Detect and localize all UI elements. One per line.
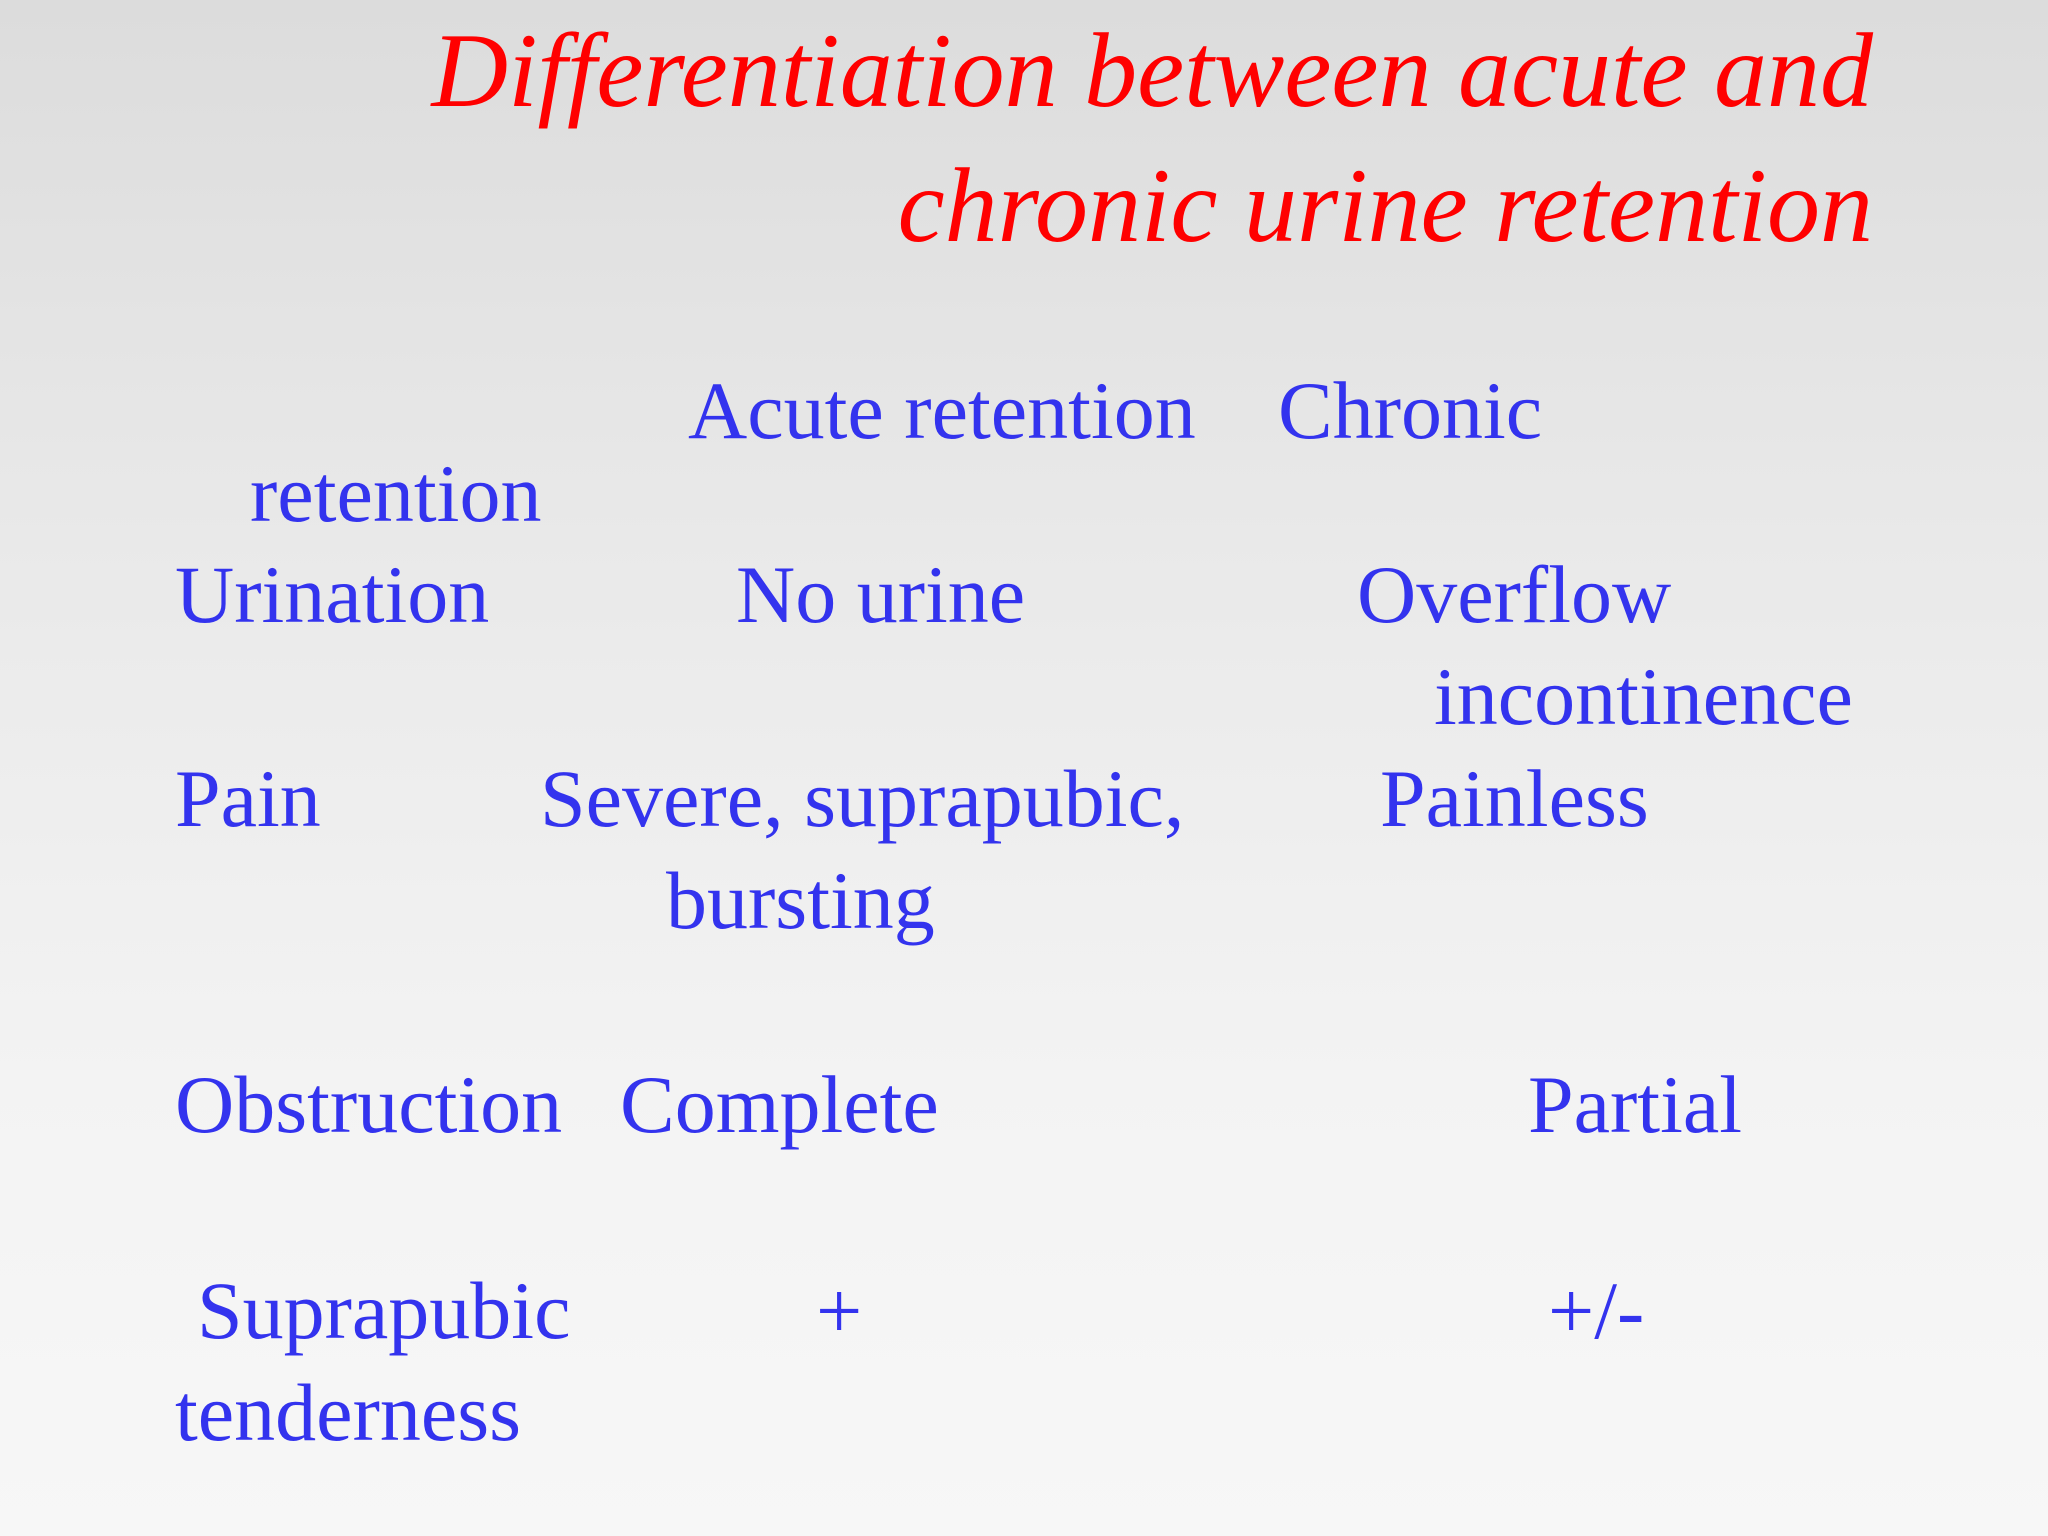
- row-tenderness-label-continued: tenderness: [175, 1367, 522, 1458]
- row-urination-label: Urination: [175, 549, 490, 640]
- row-pain-acute: Severe, suprapubic,: [540, 753, 1185, 844]
- row-pain-label: Pain: [175, 753, 321, 844]
- row-pain-chronic: Painless: [1380, 753, 1649, 844]
- row-tenderness-label: Suprapubic: [197, 1265, 571, 1356]
- row-urination-acute: No urine: [736, 549, 1026, 640]
- row-obstruction-label: Obstruction: [175, 1059, 563, 1150]
- row-obstruction-acute: Complete: [620, 1059, 939, 1150]
- slide-title-line-2: chronic urine retention: [897, 147, 1873, 264]
- header-chronic: Chronic: [1278, 365, 1543, 456]
- header-chronic-continued: retention: [250, 448, 542, 539]
- header-acute: Acute retention: [688, 365, 1196, 456]
- row-tenderness-chronic: +/-: [1548, 1265, 1645, 1356]
- row-urination-chronic: Overflow: [1357, 549, 1672, 640]
- row-urination-chronic-continued: incontinence: [1434, 651, 1853, 742]
- slide-title-line-1: Differentiation between acute and: [431, 12, 1873, 129]
- row-obstruction-chronic: Partial: [1528, 1059, 1743, 1150]
- row-tenderness-acute: +: [816, 1265, 863, 1356]
- row-pain-acute-continued: bursting: [666, 855, 935, 946]
